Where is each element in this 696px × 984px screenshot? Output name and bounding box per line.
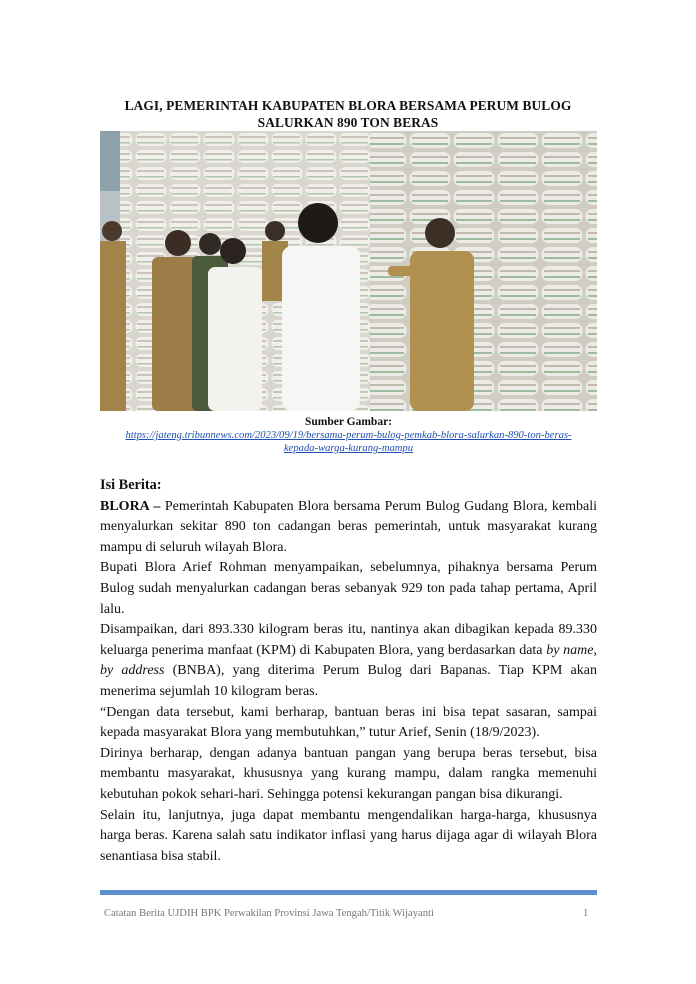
warehouse-photo-illustration bbox=[100, 131, 597, 411]
footer-text: Catatan Berita UJDIH BPK Perwakilan Provinsi Jawa Tengah/Titik Wijayanti bbox=[104, 908, 434, 919]
article-paragraph-6: Selain itu, lanjutnya, juga dapat membantu mengendalikan harga-harga, khususnya harga beras. Karena salah satu indikator inflasi yang harus dijaga agar di wilayah Blora senantiasa bisa stabil. bbox=[100, 807, 597, 864]
article-paragraph-2: Bupati Blora Arief Rohman menyampaikan, sebelumnya, pihaknya bersama Perum Bulog sudah menyalurkan cadangan beras sebanyak 929 ton pada tahap pertama, April lalu. bbox=[100, 560, 597, 617]
image-source-label: Sumber Gambar: bbox=[305, 416, 392, 428]
news-photo bbox=[100, 131, 597, 411]
paragraph-3-part-a: Disampaikan, dari 893.330 kilogram beras itu, nantinya akan dibagikan kepada 89.330 keluarga penerima manfaat (KPM) di Kabupaten Blora, yang berdasarkan data bbox=[100, 622, 597, 658]
paragraph-1-text: Pemerintah Kabupaten Blora bersama Perum Bulog Gudang Blora, kembali menyalurkan sekitar 890 ton cadangan beras pemerintah, untuk masyarakat kurang mampu di seluruh wilayah Blora. bbox=[100, 498, 597, 555]
footer-divider bbox=[100, 890, 597, 895]
by-address-term: by address bbox=[100, 663, 165, 679]
by-name-term: by name bbox=[546, 642, 594, 658]
article-heading: Isi Berita: bbox=[100, 477, 162, 493]
article-paragraph-3 bbox=[100, 620, 597, 702]
image-source-link-line-1[interactable]: https://jateng.tribunnews.com/2023/09/19/bersama-perum-bulog-pemkab-blora-salurkan-890-ton-beras- bbox=[125, 430, 572, 441]
title-line-2: SALURKAN 890 TON BERAS bbox=[257, 115, 439, 130]
dateline: BLORA – bbox=[100, 498, 161, 514]
article-paragraph-5: Dirinya berharap, dengan adanya bantuan pangan yang berupa beras tersebut, bisa membantu masyarakat, khususnya yang kurang mampu, dalam rangka memenuhi kebutuhan pokok sehari-hari. Sehingga potensi kekurangan pangan bisa dikurangi. bbox=[100, 745, 597, 802]
paragraph-3-part-b: , bbox=[593, 642, 597, 658]
paragraph-3-part-c: (BNBA), yang diterima Perum Bulog dari Bapanas. Tiap KPM akan menerima sejumlah 10 kilogram beras. bbox=[100, 663, 597, 699]
title-line-1: LAGI, PEMERINTAH KABUPATEN BLORA BERSAMA PERUM BULOG bbox=[124, 98, 572, 113]
article-paragraph-1 bbox=[100, 497, 597, 559]
page-number: 1 bbox=[583, 908, 589, 919]
image-caption bbox=[100, 416, 597, 455]
article-body bbox=[100, 475, 597, 867]
image-source-link-line-2[interactable]: kepada-warga-kurang-mampu bbox=[283, 443, 414, 454]
article-paragraph-4: “Dengan data tersebut, kami berharap, bantuan beras ini bisa tepat sasaran, sampai kepada masyarakat Blora yang membutuhkan,” tutur Arief, Senin (18/9/2023). bbox=[100, 704, 597, 741]
document-title bbox=[60, 97, 636, 131]
